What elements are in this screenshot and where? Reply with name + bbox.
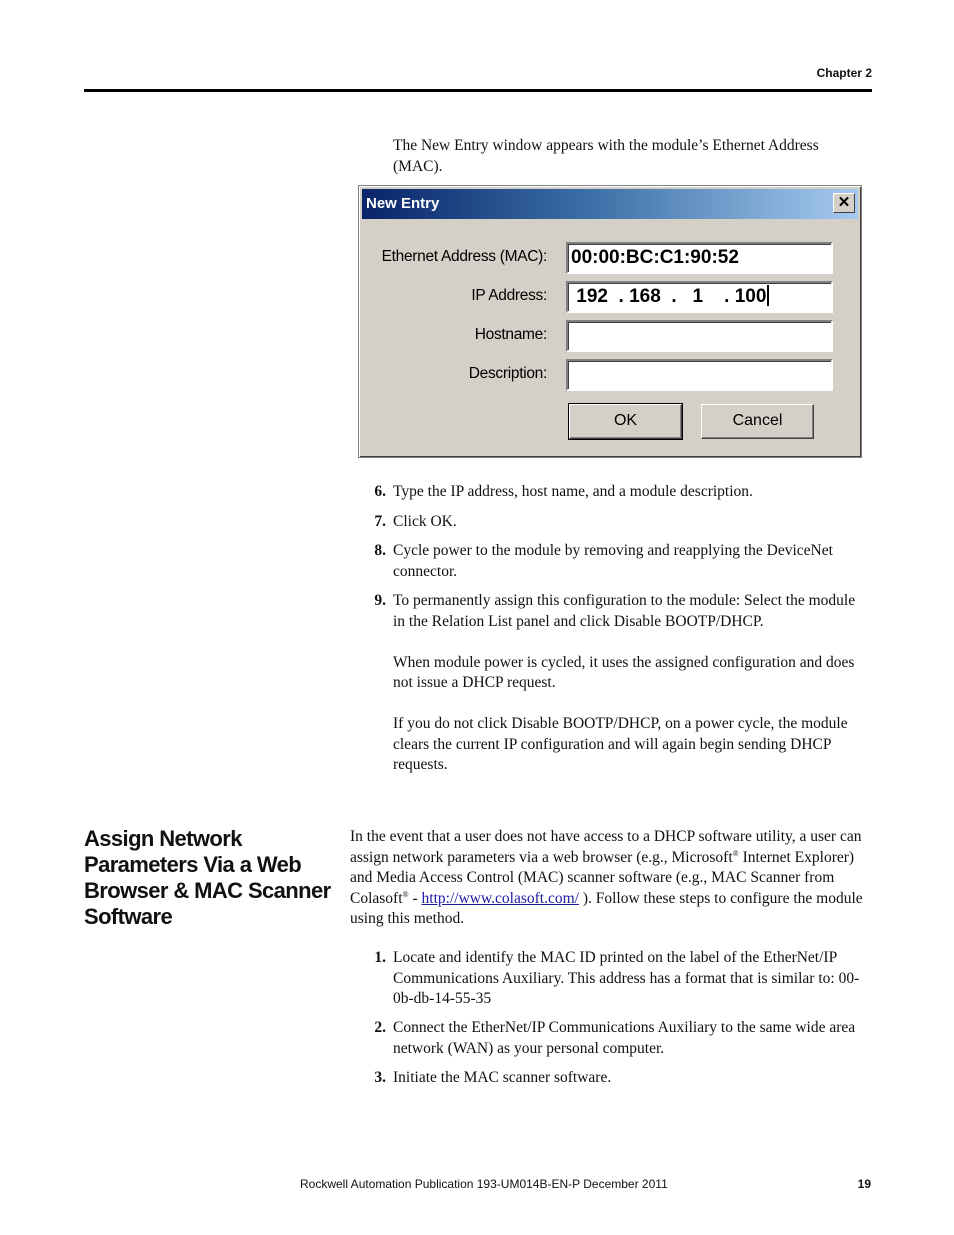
description-field[interactable] [566,359,833,391]
ok-button[interactable]: OK [569,404,682,439]
step-number: 2. [374,1019,386,1036]
text-caret [767,285,769,306]
ip-address-field[interactable] [566,281,833,313]
registered-mark: ® [732,848,739,858]
step-text: Type the IP address, host name, and a module description. [393,483,753,500]
step-text: Cycle power to the module by removing and reapplying the DeviceNet connector. [393,542,833,580]
list-item [366,482,871,503]
step-text: Locate and identify the MAC ID printed on the label of the EtherNet/IP Communications Auxiliary. This address has a format that is similar to: 00-0b-db-14-55-35 [393,949,860,1007]
step-number: 8. [374,542,386,559]
step-number: 1. [374,949,386,966]
description-label: Description: [468,365,547,382]
list-item [366,1068,871,1089]
ip-address-value: 192 . 168 . 1 . 100 [571,286,767,307]
intro-text: In the event that a user does not have access to a DHCP software utility, a user can assign network parameters via a web browser (e.g., Microsoft [350,828,862,866]
step-number: 9. [374,592,386,609]
step-text: Connect the EtherNet/IP Communications Auxiliary to the same wide area network (WAN) as your personal computer. [393,1019,856,1057]
ip-address-label: IP Address: [471,287,547,304]
colasoft-link[interactable]: http://www.colasoft.com/ [421,889,579,907]
chapter-label: Chapter 2 [816,66,872,80]
list-item [366,591,871,776]
step-note: If you do not click Disable BOOTP/DHCP, on a power cycle, the module clears the current IP configuration and will again begin sending DHCP requests. [393,715,848,773]
close-icon[interactable]: ✕ [833,193,855,213]
list-item [366,512,871,533]
list-item [366,1018,871,1059]
section-heading: Assign Network Parameters Via a Web Browser & MAC Scanner Software [84,826,331,929]
mac-address-field[interactable]: 00:00:BC:C1:90:52 [566,242,833,274]
cancel-button[interactable]: Cancel [701,404,814,439]
hostname-label: Hostname: [474,326,547,343]
intro-text: Internet Explorer) and Media Access Control (MAC) scanner software (e.g., MAC Scanner from Colasoft [350,848,855,907]
step-number: 3. [374,1069,386,1086]
mac-address-label: Ethernet Address (MAC): [381,248,547,265]
step-number: 6. [374,483,386,500]
header-rule [84,89,872,92]
step-text: Initiate the MAC scanner software. [393,1069,612,1086]
new-entry-dialog [358,185,862,458]
intro-text: - [408,889,422,907]
list-item [366,541,871,582]
hostname-field[interactable] [566,320,833,352]
registered-mark: ® [402,889,409,899]
step-text: To permanently assign this configuration to the module: Select the module in the Relation List panel and click Disable BOOTP/DHCP. [393,592,856,630]
dialog-title: New Entry [366,195,440,212]
intro-text: ). Follow these steps to configure the module using this method. [350,889,863,927]
list-item [366,948,871,1010]
step-text: Click OK. [393,513,457,530]
footer-publication: Rockwell Automation Publication 193-UM014B-EN-P December 2011 [300,1177,668,1191]
dialog-titlebar [362,189,858,219]
section-intro [350,827,872,930]
step-number: 7. [374,513,386,530]
step-note: When module power is cycled, it uses the assigned configuration and does not issue a DHCP request. [393,653,855,691]
page-number: 19 [857,1177,871,1191]
dialog-intro-text: The New Entry window appears with the module’s Ethernet Address (MAC). [393,137,819,175]
